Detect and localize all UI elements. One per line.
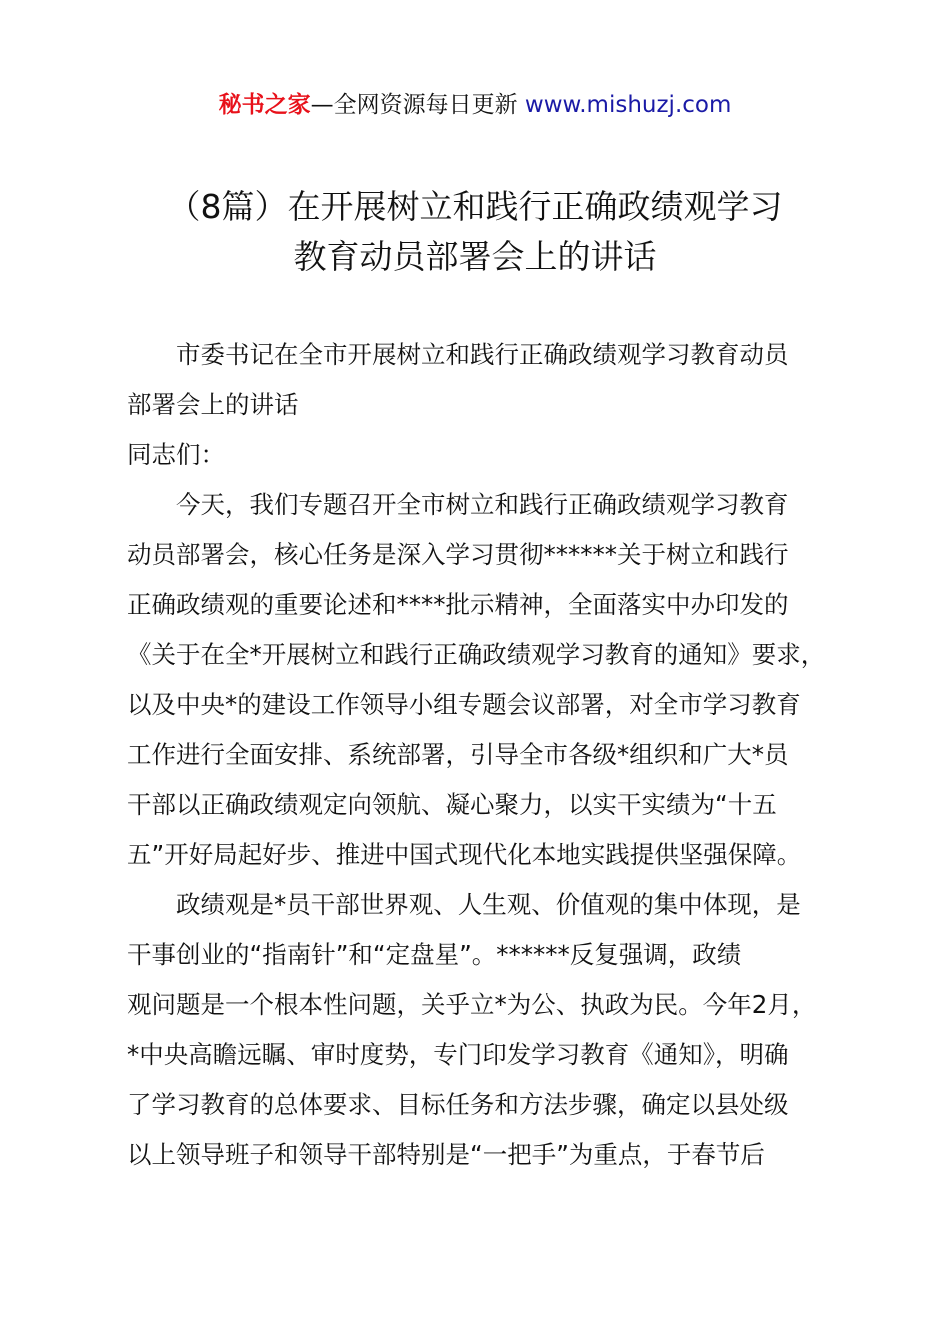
text-line: 观问题是一个根本性问题，关乎立*为公、执政为民。今年2月， bbox=[127, 990, 817, 1019]
salutation bbox=[127, 430, 832, 480]
text-line: 政绩观是*员干部世界观、人生观、价值观的集中体现，是 bbox=[176, 890, 801, 919]
text-line: 同志们： bbox=[127, 440, 225, 469]
site-url-link[interactable]: www.mishuzj.com bbox=[524, 92, 732, 118]
title-line: （8篇）在开展树立和践行正确政绩观学习 bbox=[167, 187, 783, 226]
document-title bbox=[0, 182, 950, 282]
text-line: 部署会上的讲话 bbox=[127, 390, 299, 419]
text-line: 干部以正确政绩观定向领航、凝心聚力，以实干实绩为“十五 bbox=[127, 790, 777, 819]
speech-subtitle bbox=[127, 330, 832, 430]
text-line: 《关于在全*开展树立和践行正确政绩观学习教育的通知》要求， bbox=[127, 640, 826, 669]
title-line: 教育动员部署会上的讲话 bbox=[293, 237, 657, 276]
text-line: 以及中央*的建设工作领导小组专题会议部署，对全市学习教育 bbox=[127, 690, 801, 719]
paragraph-2 bbox=[127, 880, 832, 1180]
text-line: 正确政绩观的重要论述和****批示精神，全面落实中办印发的 bbox=[127, 590, 789, 619]
text-line: 干事创业的“指南针”和“定盘星”。******反复强调，政绩 bbox=[127, 940, 742, 969]
site-tagline: —全网资源每日更新 bbox=[310, 92, 525, 118]
text-line: 市委书记在全市开展树立和践行正确政绩观学习教育动员 bbox=[176, 340, 789, 369]
text-line: 以上领导班子和领导干部特别是“一把手”为重点，于春节后 bbox=[127, 1140, 765, 1169]
paragraph-1 bbox=[127, 480, 832, 880]
text-line: 动员部署会，核心任务是深入学习贯彻******关于树立和践行 bbox=[127, 540, 789, 569]
text-line: *中央高瞻远瞩、审时度势，专门印发学习教育《通知》，明确 bbox=[127, 1040, 789, 1069]
text-line: 五”开好局起好步、推进中国式现代化本地实践提供坚强保障。 bbox=[127, 840, 802, 869]
text-line: 工作进行全面安排、系统部署，引导全市各级*组织和广大*员 bbox=[127, 740, 789, 769]
site-brand: 秘书之家 bbox=[218, 92, 311, 118]
text-line: 今天，我们专题召开全市树立和践行正确政绩观学习教育 bbox=[176, 490, 789, 519]
site-header bbox=[0, 88, 950, 122]
text-line: 了学习教育的总体要求、目标任务和方法步骤，确定以县处级 bbox=[127, 1090, 789, 1119]
document-body bbox=[127, 330, 832, 1180]
